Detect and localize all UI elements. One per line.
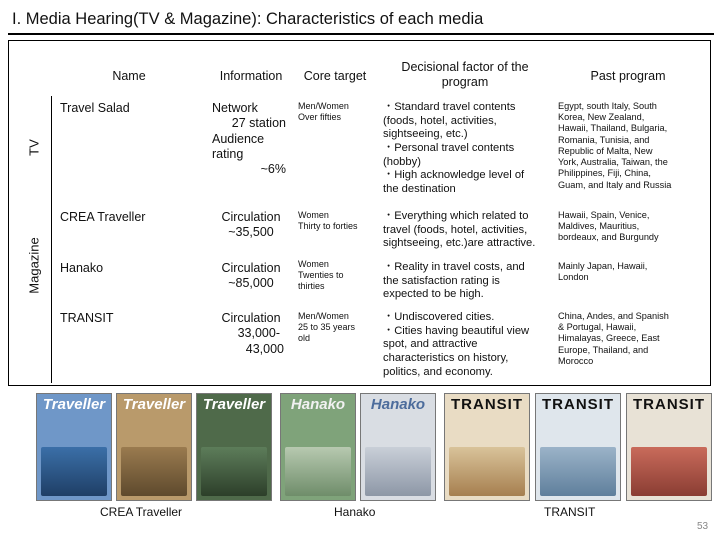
- magazine-cover-image: Hanako: [280, 393, 356, 501]
- section-divider-line: [51, 96, 52, 383]
- magazine-cover-image: Traveller: [116, 393, 192, 501]
- transit-covers: [444, 393, 712, 501]
- row-transit-past-program: China, Andes, and Spanish & Portugal, Hawaii, Himalayas, Greece, East Europe, Thailand, and Morocco: [558, 311, 669, 366]
- row-travel-salad-information: Network 27 station Audience rating ~6%: [212, 101, 286, 176]
- row-crea-traveller-name: CREA Traveller: [60, 210, 146, 224]
- hanako-covers: [280, 393, 436, 501]
- section-label-tv: TV: [26, 139, 42, 156]
- crea-traveller-covers: [36, 393, 272, 501]
- header-core-target: Core target: [303, 69, 367, 83]
- row-hanako-decisional-factor: ・Reality in travel costs, and the satisfaction rating is expected to be high.: [383, 261, 525, 301]
- magazine-cover-image: TRANSIT: [626, 393, 712, 501]
- row-crea-traveller-information: Circulation ~35,500: [221, 210, 281, 240]
- magazine-cover-image: TRANSIT: [444, 393, 530, 501]
- magazine-cover-image: Hanako: [360, 393, 436, 501]
- row-travel-salad-decisional-factor: ・Standard travel contents (foods, hotel, activities, sightseeing, etc.) ・Personal travel contents (hobby) ・High acknowledge level of the destination: [383, 101, 525, 195]
- row-hanako-information: Circulation ~85,000: [221, 261, 281, 291]
- row-crea-traveller-decisional-factor: ・Everything which related to travel (foods, hotel, activities, sightseeing, etc.)are attractive.: [383, 210, 536, 250]
- row-hanako-core-target: Women Twenties to thirties: [298, 259, 344, 291]
- header-past-program: Past program: [590, 69, 666, 83]
- magazine-cover-image: Traveller: [196, 393, 272, 501]
- row-crea-traveller-past-program: Hawaii, Spain, Venice, Maldives, Mauritius, bordeaux, and Burgundy: [558, 210, 659, 243]
- header-decisional-factor: Decisional factor of the program: [401, 60, 529, 90]
- caption-hanako: Hanako: [334, 505, 376, 519]
- magazine-cover-image: TRANSIT: [535, 393, 621, 501]
- page-number: 53: [697, 521, 709, 532]
- slide-title: I. Media Hearing(TV & Magazine): Characteristics of each media: [12, 10, 484, 28]
- magazine-cover-image: Traveller: [36, 393, 112, 501]
- row-travel-salad-past-program: Egypt, south Italy, South Korea, New Zealand, Hawaii, Thailand, Bulgaria, Romania, Tunisia, and Republic of Malta, New York, Australia, Taiwan, the Philippines, Fiji, China, Guam, and Italy and Russia: [558, 101, 672, 190]
- header-name: Name: [112, 69, 146, 83]
- row-transit-information: Circulation 33,000- 43,000: [221, 311, 284, 356]
- row-transit-name: TRANSIT: [60, 311, 114, 325]
- caption-crea-traveller: CREA Traveller: [100, 505, 183, 519]
- row-travel-salad-name: Travel Salad: [60, 101, 130, 115]
- row-crea-traveller-core-target: Women Thirty to forties: [298, 210, 358, 231]
- title-underline: [8, 33, 714, 35]
- section-label-magazine: Magazine: [26, 237, 42, 294]
- row-hanako-name: Hanako: [60, 261, 104, 275]
- header-information: Information: [219, 69, 283, 83]
- row-transit-core-target: Men/Women 25 to 35 years old: [298, 311, 356, 343]
- caption-transit: TRANSIT: [544, 505, 596, 519]
- row-transit-decisional-factor: ・Undiscovered cities. ・Cities having beautiful view spot, and attractive characteristics on history, politics, and economy.: [383, 311, 530, 378]
- row-travel-salad-core-target: Men/Women Over fifties: [298, 101, 349, 122]
- row-hanako-past-program: Mainly Japan, Hawaii, London: [558, 261, 648, 283]
